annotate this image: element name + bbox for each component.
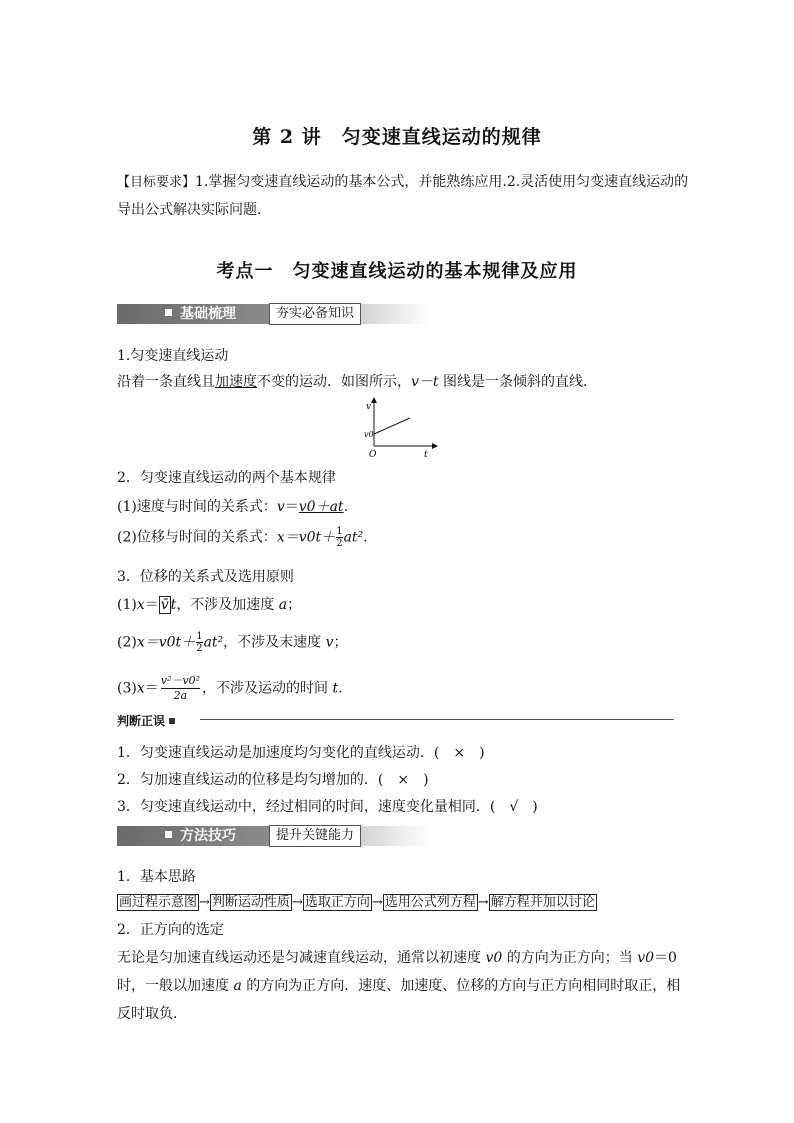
item3-line-1	[117, 595, 301, 615]
step-box: 选取正方向	[304, 895, 370, 910]
l1-a: a	[278, 597, 288, 613]
l3-text: ，不涉及运动的时间	[202, 680, 333, 697]
l2-fraction	[196, 631, 202, 654]
banner-basics	[117, 304, 431, 326]
l2-v: v	[325, 634, 334, 651]
l3-end: .	[338, 680, 343, 697]
f2-end: .	[363, 529, 368, 546]
f2-fraction	[336, 526, 342, 549]
para-d: 的方向为正方向．速度、加速度、位移的方向与正方向相同时取正，相反时取负．	[117, 978, 681, 1022]
l1-box: v̄	[160, 597, 169, 613]
method-steps	[117, 893, 597, 913]
l2-num: 1	[196, 631, 203, 642]
judge-item: 1．匀变速直线运动是加速度均匀变化的直线运动．( × )	[117, 745, 485, 761]
method-heading-1: 1．基本思路	[117, 869, 196, 885]
f2-tail: at²	[343, 529, 364, 546]
f2-den: 2	[336, 538, 343, 549]
method-paragraph	[117, 944, 682, 1028]
square-icon	[169, 718, 175, 724]
origin-label: O	[369, 450, 377, 458]
v-label: v	[366, 402, 372, 412]
goal-tag: 【目标要求】	[117, 175, 196, 190]
l2-end: ；	[333, 634, 348, 651]
square-icon	[165, 831, 172, 838]
l2-prefix: (2)	[117, 634, 137, 651]
square-icon	[165, 309, 172, 316]
para-v0: v0	[485, 950, 503, 966]
banner-label	[165, 304, 236, 324]
arrow: →	[371, 895, 383, 910]
l3-num: v²－v0²	[160, 674, 200, 687]
banner-label-text: 方法技巧	[180, 828, 236, 844]
f2-prefix: (2)位移与时间的关系式：	[117, 529, 277, 546]
item2-formula-2	[117, 526, 368, 549]
banner-label	[165, 826, 236, 846]
item2-formula-1	[117, 497, 348, 517]
l3-den: 2a	[161, 688, 200, 703]
para-b: 的方向为正方向；当	[502, 950, 638, 966]
para-v0b: v0	[637, 950, 655, 966]
item3-heading: 3．位移的关系式及选用原则	[117, 569, 294, 585]
banner-subtitle: 夯实必备知识	[269, 303, 361, 325]
item1-heading: 1.匀变速直线运动	[117, 348, 229, 364]
item1-text-a: 沿着一条直线且	[117, 374, 215, 390]
judge-heading	[117, 712, 175, 729]
judge-label: 判断正误	[117, 714, 166, 728]
banner-methods	[117, 826, 431, 848]
f1-prefix: (1)速度与时间的关系式：	[117, 499, 277, 515]
para-a-sym: a	[233, 978, 242, 994]
step-box: 画过程示意图	[119, 895, 198, 910]
banner-subtitle: 提升关键能力	[269, 825, 361, 847]
arrow: →	[291, 895, 303, 910]
goal-text-1: 1.掌握匀变速直线运动的基本公式，并能熟练应用.2.灵活使用匀变速直线运动的	[195, 174, 689, 190]
l2-text: ，不涉及末速度	[223, 634, 326, 651]
step-box: 选用公式列方程	[384, 895, 476, 910]
goal-line-1	[117, 172, 688, 193]
l1-end: ；	[287, 597, 302, 613]
f1-eq: ＝	[284, 499, 299, 515]
para-a: 无论是匀加速直线运动还是匀减速直线运动，通常以初速度	[117, 950, 486, 966]
l1-text: ，不涉及加速度	[176, 597, 279, 613]
t-axis-arrow	[432, 443, 438, 449]
l2-den: 2	[196, 643, 203, 654]
t-label: t	[424, 450, 428, 458]
item1-text	[117, 372, 597, 392]
vt-graph	[360, 396, 440, 458]
l3-prefix: (3)	[117, 680, 137, 697]
arrow: →	[477, 895, 489, 910]
banner-label-text: 基础梳理	[180, 306, 236, 322]
f2-num: 1	[336, 526, 343, 537]
goal-line-2: 导出公式解决实际问题．	[117, 202, 271, 218]
item1-underline: 加速度	[215, 374, 257, 390]
arrow: →	[199, 895, 210, 910]
f1-end: .	[343, 499, 349, 515]
item1-vt: v－t	[411, 374, 439, 390]
l3-eq: ＝	[144, 680, 159, 697]
l1-eq: ＝	[144, 597, 159, 613]
item1-text-c: 图线是一条倾斜的直线．	[438, 374, 597, 390]
item3-line-2	[117, 631, 348, 654]
v0-label: v0	[364, 430, 374, 439]
f1-rhs: v0＋at	[298, 499, 344, 515]
judge-item: 3．匀变速直线运动中，经过相同的时间，速度变化量相同．( √ )	[117, 799, 538, 815]
f2-lhs: x＝v0t＋	[276, 529, 336, 546]
l2-tail: at²	[203, 634, 224, 651]
l3-x: x	[136, 680, 145, 697]
f1-lhs: v	[276, 499, 285, 515]
judge-item: 2．匀加速直线运动的位移是均匀增加的．( × )	[117, 772, 429, 788]
l1-prefix: (1)	[117, 597, 137, 613]
vt-line	[374, 418, 410, 434]
lesson-title: 第 2 讲 匀变速直线运动的规律	[252, 126, 542, 148]
l1-t: t	[170, 597, 177, 613]
v-axis-arrow	[371, 397, 377, 403]
section-title: 考点一 匀变速直线运动的基本规律及应用	[216, 261, 578, 282]
l1-x: x	[136, 597, 145, 613]
step-box: 解方程并加以讨论	[490, 895, 595, 910]
step-box: 判断运动性质	[211, 895, 290, 910]
l3-fraction	[161, 674, 200, 703]
item1-text-b: 不变的运动．如图所示，	[257, 374, 411, 390]
judge-rule	[200, 719, 674, 720]
item3-line-3	[117, 674, 343, 703]
item2-heading: 2．匀变速直线运动的两个基本规律	[117, 470, 336, 486]
l3-t: t	[332, 680, 339, 697]
para-c: ＝0 时，一般以加速度	[117, 950, 677, 994]
method-heading-2: 2．正方向的选定	[117, 922, 224, 938]
l2-expr: x＝v0t＋	[136, 634, 196, 651]
